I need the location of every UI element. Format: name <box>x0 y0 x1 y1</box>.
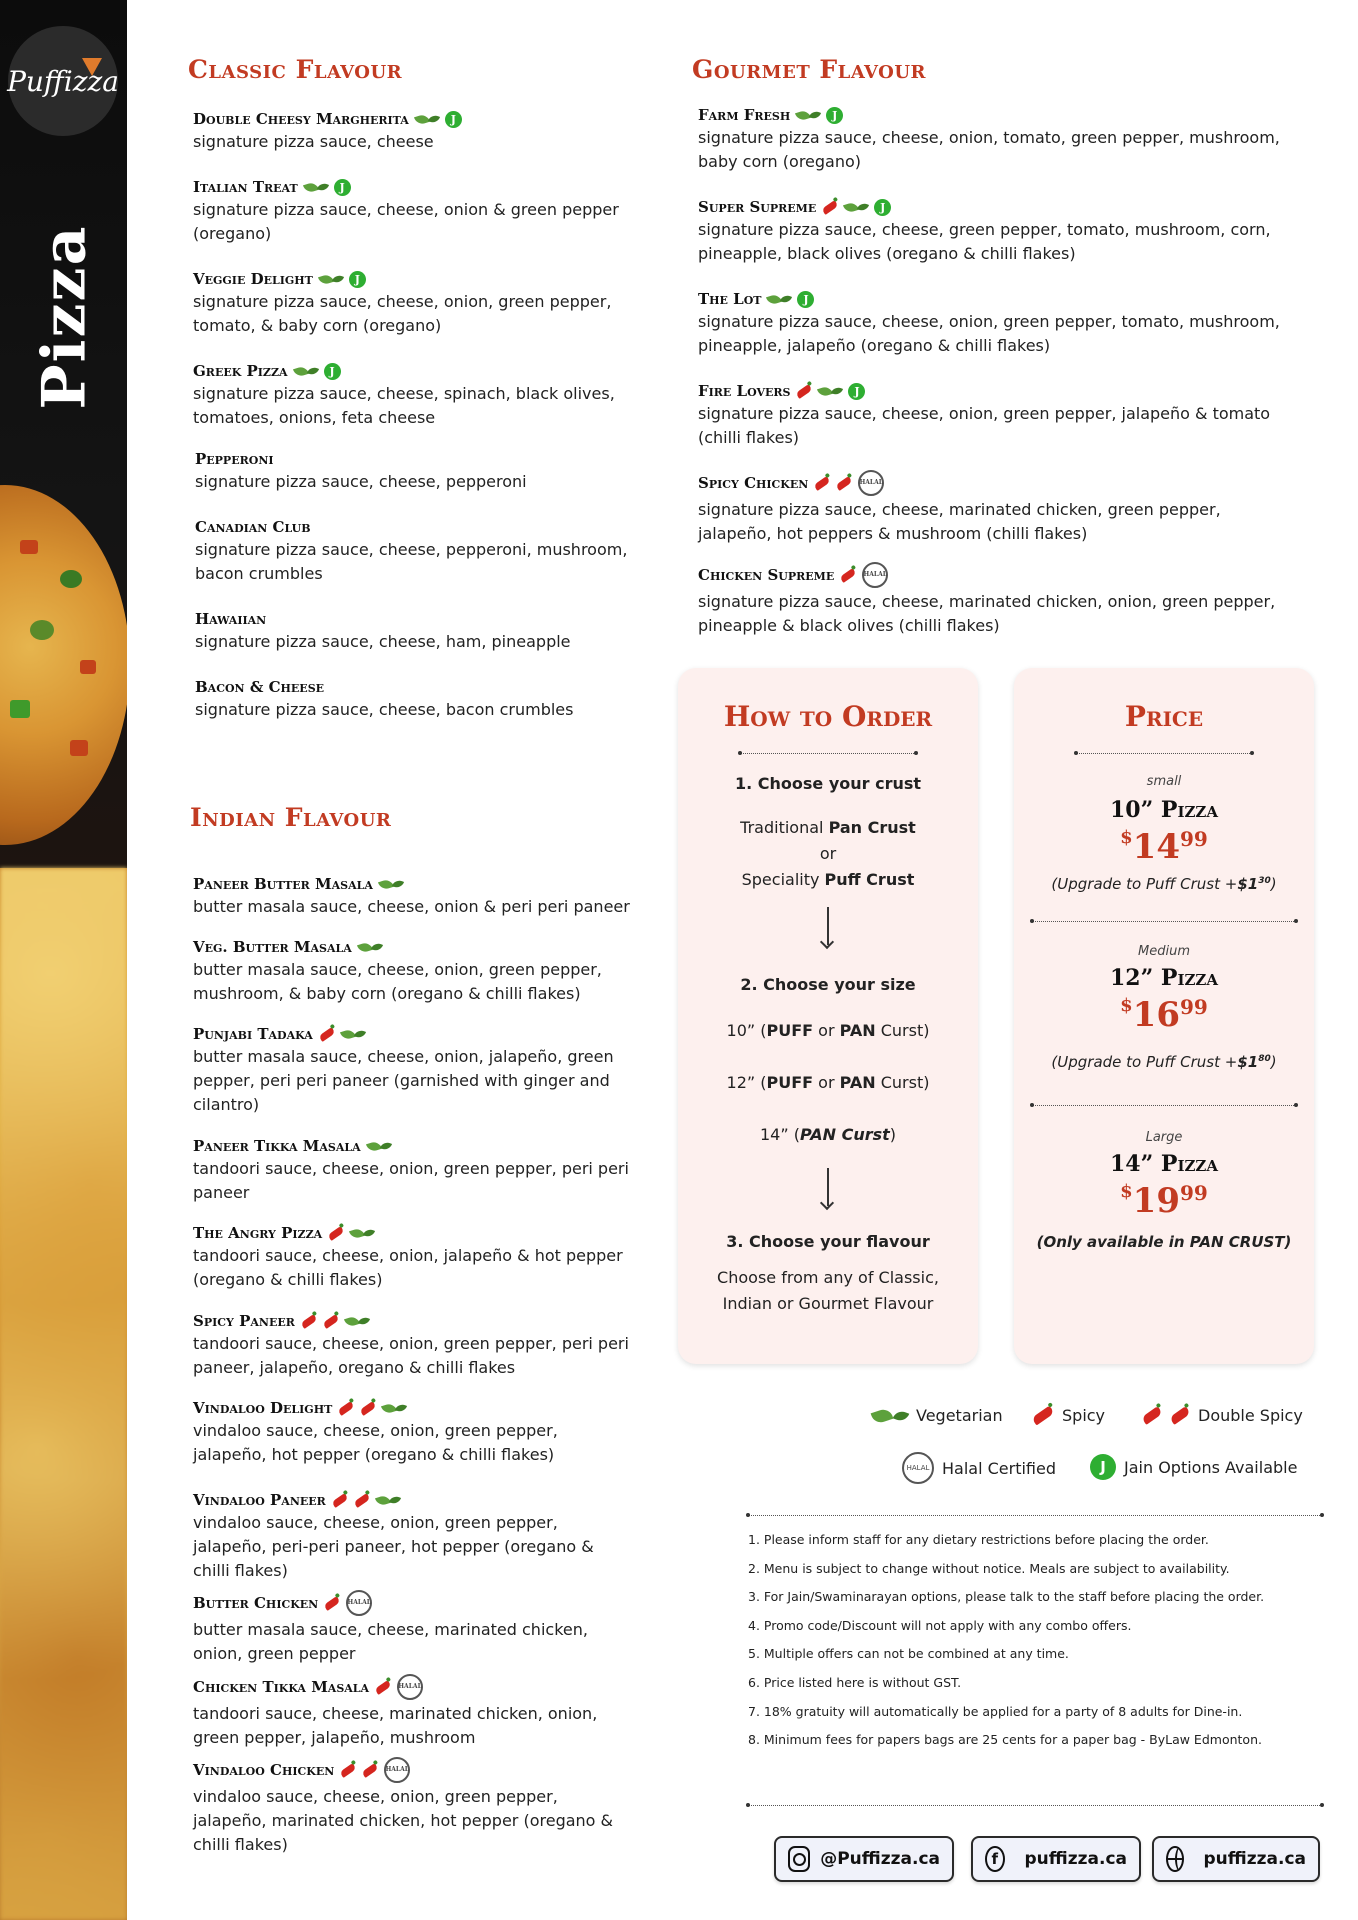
menu-item <box>193 1399 633 1467</box>
instagram-handle: @Puffizza.ca <box>820 1849 940 1869</box>
instagram-link[interactable] <box>774 1836 954 1882</box>
item-name: Butter Chicken <box>193 1594 319 1612</box>
size-label: Large <box>1145 1130 1183 1145</box>
blurred-pizza-photo <box>0 868 127 1920</box>
jain-icon: J <box>324 363 341 380</box>
chili-icon <box>1169 1406 1191 1425</box>
vegetarian-icon <box>871 1407 894 1425</box>
divider <box>748 1805 1322 1806</box>
jain-icon: J <box>334 179 351 196</box>
item-description: signature pizza sauce, cheese, onion, green pepper, tomato, mushroom, pineapple, jalapeño (oregano & chilli flakes) <box>698 312 1280 355</box>
vegetarian-icon <box>809 110 821 121</box>
upgrade-note <box>1014 875 1314 893</box>
jain-icon: J <box>826 107 843 124</box>
item-name: Spicy Chicken <box>698 474 809 492</box>
item-description: butter masala sauce, cheese, marinated chicken, onion, green pepper <box>193 1620 588 1663</box>
paneer-topping <box>80 660 96 674</box>
indian-flavour-heading: Indian Flavour <box>190 803 392 832</box>
price-value <box>1014 827 1314 867</box>
crust-prefix: Traditional <box>740 818 829 837</box>
chili-icon <box>1141 1406 1163 1425</box>
item-description: signature pizza sauce, cheese, marinated chicken, green pepper, jalapeño, hot peppers & mushroom (chilli flakes) <box>698 500 1221 543</box>
chili-icon <box>328 1226 345 1241</box>
item-name: Vindaloo Chicken <box>193 1761 335 1779</box>
chili-icon <box>796 384 813 399</box>
item-description: tandoori sauce, cheese, onion, green pepper, peri peri paneer, jalapeño, oregano & chilli flakes <box>193 1334 629 1377</box>
item-name: Super Supreme <box>698 198 817 216</box>
vegetarian-icon <box>395 1403 407 1414</box>
note-item: 1. Please inform staff for any dietary restrictions before placing the order. <box>748 1532 1209 1547</box>
chili-icon <box>338 1401 355 1416</box>
menu-item <box>193 1137 633 1205</box>
note-item: 3. For Jain/Swaminarayan options, please talk to the staff before placing the order. <box>748 1589 1265 1605</box>
menu-item <box>698 198 1288 266</box>
item-name: Chicken Tikka Masala <box>193 1678 370 1696</box>
item-name: Punjabi Tadaka <box>193 1025 313 1043</box>
item-description: signature pizza sauce, cheese, onion, tomato, green pepper, mushroom, baby corn (oregano) <box>698 128 1280 171</box>
price-value <box>1014 995 1314 1035</box>
item-description: signature pizza sauce, cheese, onion, green pepper, jalapeño & tomato (chilli flakes) <box>698 404 1271 447</box>
crust-option-pan <box>678 815 978 841</box>
item-description: signature pizza sauce, cheese, onion & green pepper (oregano) <box>193 200 619 243</box>
size-name: 12” Pizza <box>1109 965 1219 991</box>
crust-name: Pan Crust <box>828 818 916 837</box>
item-description: butter masala sauce, cheese, onion, green pepper, mushroom, & baby corn (oregano & chilli flakes) <box>193 960 602 1003</box>
size-option-12: 12” (PUFF or PAN Curst) <box>726 1073 930 1092</box>
price-dollars: 16 <box>1132 995 1180 1035</box>
crust-puff: PUFF <box>766 1073 814 1092</box>
halal-icon: HALAL <box>384 1757 410 1783</box>
crust-suffix: Curst) <box>875 1021 930 1040</box>
halal-icon: HALAL <box>862 562 888 588</box>
crust-pan: PAN Curst <box>799 1125 890 1144</box>
chili-icon <box>814 476 831 491</box>
menu-item <box>193 1491 633 1583</box>
halal-icon: HALAL <box>858 470 884 496</box>
halal-icon: HALAL <box>346 1590 372 1616</box>
item-description: tandoori sauce, cheese, marinated chicken, onion, green pepper, jalapeño, mushroom <box>193 1704 598 1747</box>
crust-suffix: Curst) <box>875 1073 930 1092</box>
vegetarian-icon <box>354 1029 366 1040</box>
price-cents: 99 <box>1180 995 1208 1019</box>
item-name: Spicy Paneer <box>193 1312 295 1330</box>
price-dollars: 14 <box>1132 827 1180 867</box>
legend-label: Vegetarian <box>916 1406 1003 1425</box>
menu-item <box>195 678 635 722</box>
facebook-link[interactable] <box>971 1836 1141 1882</box>
item-name: Veg. Butter Masala <box>193 938 352 956</box>
price-value <box>1014 1181 1314 1221</box>
item-name: Paneer Butter Masala <box>193 875 373 893</box>
jalapeno-topping <box>60 570 82 588</box>
facebook-handle: puffizza.ca <box>1024 1849 1127 1869</box>
vegetarian-icon <box>366 1140 382 1153</box>
upgrade-end: ) <box>1270 875 1277 893</box>
legend-label: Jain Options Available <box>1124 1457 1298 1477</box>
item-name: Farm Fresh <box>698 106 791 124</box>
item-description: signature pizza sauce, cheese, onion, green pepper, tomato, & baby corn (oregano) <box>193 292 612 335</box>
how-to-order-title: How to Order <box>723 700 933 733</box>
step-1: 1. Choose your crust <box>734 774 922 793</box>
classic-flavour-heading: Classic Flavour <box>188 55 403 84</box>
legend-double-spicy <box>1142 1406 1303 1425</box>
currency: $ <box>1120 1181 1133 1202</box>
item-description: signature pizza sauce, cheese, bacon crumbles <box>195 700 574 719</box>
size-name: 10” Pizza <box>1109 797 1219 823</box>
pizza-slice-icon <box>82 58 102 76</box>
size-value: 10” <box>726 1021 756 1040</box>
upgrade-cents: 30 <box>1258 876 1271 886</box>
price-panel <box>1014 668 1314 1364</box>
upgrade-amount: $1 <box>1237 1053 1259 1071</box>
size-option-10: 10” (PUFF or PAN Curst) <box>726 1021 930 1040</box>
step-2: 2. Choose your size <box>740 975 916 994</box>
website-url: puffizza.ca <box>1203 1849 1306 1869</box>
divider <box>1076 753 1252 754</box>
menu-item <box>195 518 635 586</box>
size-label: small <box>1146 774 1182 789</box>
item-name: Greek Pizza <box>193 362 288 380</box>
or-text: or <box>819 844 837 863</box>
menu-item <box>193 875 633 919</box>
divider <box>740 753 916 754</box>
upgrade-cents: 80 <box>1258 1054 1271 1064</box>
paneer-topping <box>70 740 88 756</box>
or-text: or <box>813 1073 840 1092</box>
chili-icon <box>331 1493 348 1508</box>
item-description: signature pizza sauce, cheese, pepperoni <box>195 472 527 491</box>
price-cents: 99 <box>1180 1181 1208 1205</box>
item-name: The Lot <box>698 290 762 308</box>
item-name: Canadian Club <box>195 518 311 536</box>
chili-icon <box>340 1763 357 1778</box>
vegetarian-icon <box>292 365 308 378</box>
legend-jain <box>1090 1454 1297 1480</box>
menu-item <box>698 106 1288 174</box>
chili-icon <box>322 1314 339 1329</box>
step-3: 3. Choose your flavour <box>726 1232 930 1251</box>
menu-item <box>193 270 633 338</box>
sidebar-photo-strip <box>0 0 127 1920</box>
chili-icon <box>1031 1406 1054 1426</box>
vegetarian-icon <box>380 1141 392 1152</box>
price-title: Price <box>1124 700 1204 733</box>
divider <box>1032 921 1296 922</box>
chili-icon <box>360 1401 377 1416</box>
menu-item <box>193 1224 633 1292</box>
chili-icon <box>836 476 853 491</box>
globe-icon <box>1166 1846 1184 1872</box>
notes-list <box>748 1526 1324 1755</box>
halal-icon: HALAL <box>902 1452 934 1484</box>
price-cents: 99 <box>1180 827 1208 851</box>
menu-item <box>193 938 633 1006</box>
flavour-instructions: Choose from any of Classic, Indian or Gourmet Flavour <box>717 1268 939 1313</box>
currency: $ <box>1120 995 1133 1016</box>
menu-item <box>193 1025 633 1117</box>
vegetarian-icon <box>332 274 344 285</box>
chili-icon <box>375 1680 392 1695</box>
or-text: or <box>813 1021 840 1040</box>
menu-item <box>698 470 1288 546</box>
item-name: Italian Treat <box>193 178 298 196</box>
jalapeno-topping <box>30 620 54 640</box>
item-description: signature pizza sauce, cheese, marinated chicken, onion, green pepper, pineapple & black olives (chilli flakes) <box>698 592 1276 635</box>
item-description: tandoori sauce, cheese, onion, jalapeño & hot pepper (oregano & chilli flakes) <box>193 1246 623 1289</box>
note-item: 8. Minimum fees for papers bags are 25 cents for a paper bag - ByLaw Edmonton. <box>748 1732 1262 1748</box>
logo-text: Puffizza <box>7 64 119 98</box>
arrow-down-icon <box>827 907 829 945</box>
item-description: signature pizza sauce, cheese, ham, pineapple <box>195 632 571 651</box>
item-name: Double Cheesy Margherita <box>193 110 409 128</box>
jain-icon: J <box>1090 1454 1116 1480</box>
size-value: 12” <box>726 1073 756 1092</box>
item-name: Chicken Supreme <box>698 566 835 584</box>
legend-label: Halal Certified <box>942 1458 1057 1478</box>
jain-icon: J <box>848 383 865 400</box>
crust-pan: PAN <box>839 1021 876 1040</box>
crust-pan: PAN <box>839 1073 876 1092</box>
menu-item <box>193 362 633 430</box>
item-name: Vindaloo Delight <box>193 1399 333 1417</box>
currency: $ <box>1120 827 1133 848</box>
legend-label: Double Spicy <box>1198 1406 1303 1425</box>
jain-icon: J <box>874 199 891 216</box>
menu-item <box>195 610 635 654</box>
legend-spicy <box>1032 1406 1105 1425</box>
arrow-down-icon <box>827 1168 829 1206</box>
size-option-14: 14” (PAN Curst) <box>759 1125 897 1144</box>
chili-icon <box>300 1314 317 1329</box>
item-description: signature pizza sauce, cheese, green pepper, tomato, mushroom, corn, pineapple, black olives (oregano & chilli flakes) <box>698 220 1271 263</box>
crust-name: Puff Crust <box>824 870 915 889</box>
note-item: 5. Multiple offers can not be combined at any time. <box>748 1646 1069 1662</box>
size-label: Medium <box>1138 944 1190 959</box>
vegetarian-icon <box>306 366 318 377</box>
how-to-order-panel <box>678 668 978 1364</box>
size-value: 14” <box>759 1125 789 1144</box>
menu-item <box>698 562 1288 638</box>
upgrade-text: (Upgrade to Puff Crust + <box>1051 875 1238 893</box>
item-description: signature pizza sauce, cheese, pepperoni, mushroom, bacon crumbles <box>195 540 628 583</box>
item-name: Hawaiian <box>195 610 267 628</box>
note-item: 6. Price listed here is without GST. <box>748 1674 962 1690</box>
jain-icon: J <box>445 111 462 128</box>
item-description: vindaloo sauce, cheese, onion, green pepper, jalapeño, hot pepper (oregano & chilli flakes) <box>193 1421 558 1464</box>
item-description: vindaloo sauce, cheese, onion, green pepper, jalapeño, marinated chicken, hot pepper (oregano & chilli flakes) <box>193 1787 614 1854</box>
item-name: The Angry Pizza <box>193 1224 323 1242</box>
vertical-section-title <box>24 224 104 410</box>
price-dollars: 19 <box>1132 1181 1180 1221</box>
divider <box>1032 1105 1296 1106</box>
vegetarian-icon <box>831 386 843 397</box>
availability-note: (Only available in PAN CRUST) <box>1036 1233 1292 1251</box>
brand-logo <box>8 26 118 136</box>
item-description: tandoori sauce, cheese, onion, green pepper, peri peri paneer <box>193 1159 629 1202</box>
legend-label: Spicy <box>1062 1406 1106 1425</box>
chili-icon <box>362 1763 379 1778</box>
item-description: butter masala sauce, cheese, onion & peri peri paneer <box>193 897 630 916</box>
crust-puff: PUFF <box>766 1021 814 1040</box>
size-name: 14” Pizza <box>1109 1151 1219 1177</box>
vegetarian-icon <box>428 114 440 125</box>
item-description: signature pizza sauce, cheese, spinach, black olives, tomatoes, onions, feta cheese <box>193 384 615 427</box>
crust-option-puff <box>678 867 978 893</box>
vegetarian-icon <box>893 1408 910 1422</box>
vegetarian-icon <box>317 182 329 193</box>
upgrade-note <box>1014 1053 1314 1071</box>
item-name: Fire Lovers <box>698 382 791 400</box>
note-item: 4. Promo code/Discount will not apply with any combo offers. <box>748 1617 1132 1633</box>
chili-icon <box>324 1596 341 1611</box>
vegetarian-icon <box>371 942 383 953</box>
menu-item <box>193 110 633 154</box>
item-name: Veggie Delight <box>193 270 313 288</box>
chili-icon <box>840 568 857 583</box>
legend-vegetarian <box>872 1406 1003 1425</box>
item-description: signature pizza sauce, cheese <box>193 132 434 151</box>
vegetarian-icon <box>392 879 404 890</box>
section-label: Pizza <box>29 224 99 410</box>
crust-prefix: Speciality <box>741 870 825 889</box>
upgrade-text: (Upgrade to Puff Crust + <box>1051 1053 1238 1071</box>
vegetarian-icon <box>363 1228 375 1239</box>
item-name: Pepperoni <box>195 450 274 468</box>
note-item: 7. 18% gratuity will automatically be applied for a party of 8 adults for Dine-in. <box>748 1703 1243 1719</box>
paneer-topping <box>20 540 38 554</box>
item-description: vindaloo sauce, cheese, onion, green pepper, jalapeño, peri-peri paneer, hot pepper (oregano & chilli flakes) <box>193 1513 594 1580</box>
menu-item <box>193 1312 633 1380</box>
chili-icon <box>822 200 839 215</box>
menu-item <box>193 1757 633 1857</box>
menu-item <box>698 382 1288 450</box>
gourmet-flavour-heading: Gourmet Flavour <box>692 55 926 84</box>
item-name: Bacon & Cheese <box>195 678 325 696</box>
chili-icon <box>318 1027 335 1042</box>
jain-icon: J <box>349 271 366 288</box>
vegetarian-icon <box>303 181 319 194</box>
menu-item <box>195 450 635 494</box>
vegetarian-icon <box>389 1495 401 1506</box>
vegetarian-icon <box>857 202 869 213</box>
item-name: Paneer Tikka Masala <box>193 1137 361 1155</box>
menu-item <box>193 178 633 246</box>
vegetarian-icon <box>780 294 792 305</box>
divider <box>748 1515 1322 1516</box>
halal-icon: HALAL <box>397 1674 423 1700</box>
chili-icon <box>353 1493 370 1508</box>
vegetarian-icon <box>358 1316 370 1327</box>
menu-item <box>698 290 1288 358</box>
instagram-icon <box>788 1846 810 1872</box>
menu-item <box>193 1674 633 1750</box>
upgrade-end: ) <box>1270 1053 1277 1071</box>
pepper-topping <box>10 700 30 718</box>
upgrade-amount: $1 <box>1237 875 1259 893</box>
note-item: 2. Menu is subject to change without notice. Meals are subject to availability. <box>748 1560 1230 1576</box>
item-description: butter masala sauce, cheese, onion, jalapeño, green pepper, peri peri paneer (garnished with ginger and cilantro) <box>193 1047 614 1114</box>
menu-item <box>193 1590 633 1666</box>
jain-icon: J <box>797 291 814 308</box>
item-name: Vindaloo Paneer <box>193 1491 326 1509</box>
facebook-icon: f <box>985 1846 1005 1872</box>
legend-halal <box>902 1452 1056 1484</box>
website-link[interactable] <box>1152 1836 1320 1882</box>
